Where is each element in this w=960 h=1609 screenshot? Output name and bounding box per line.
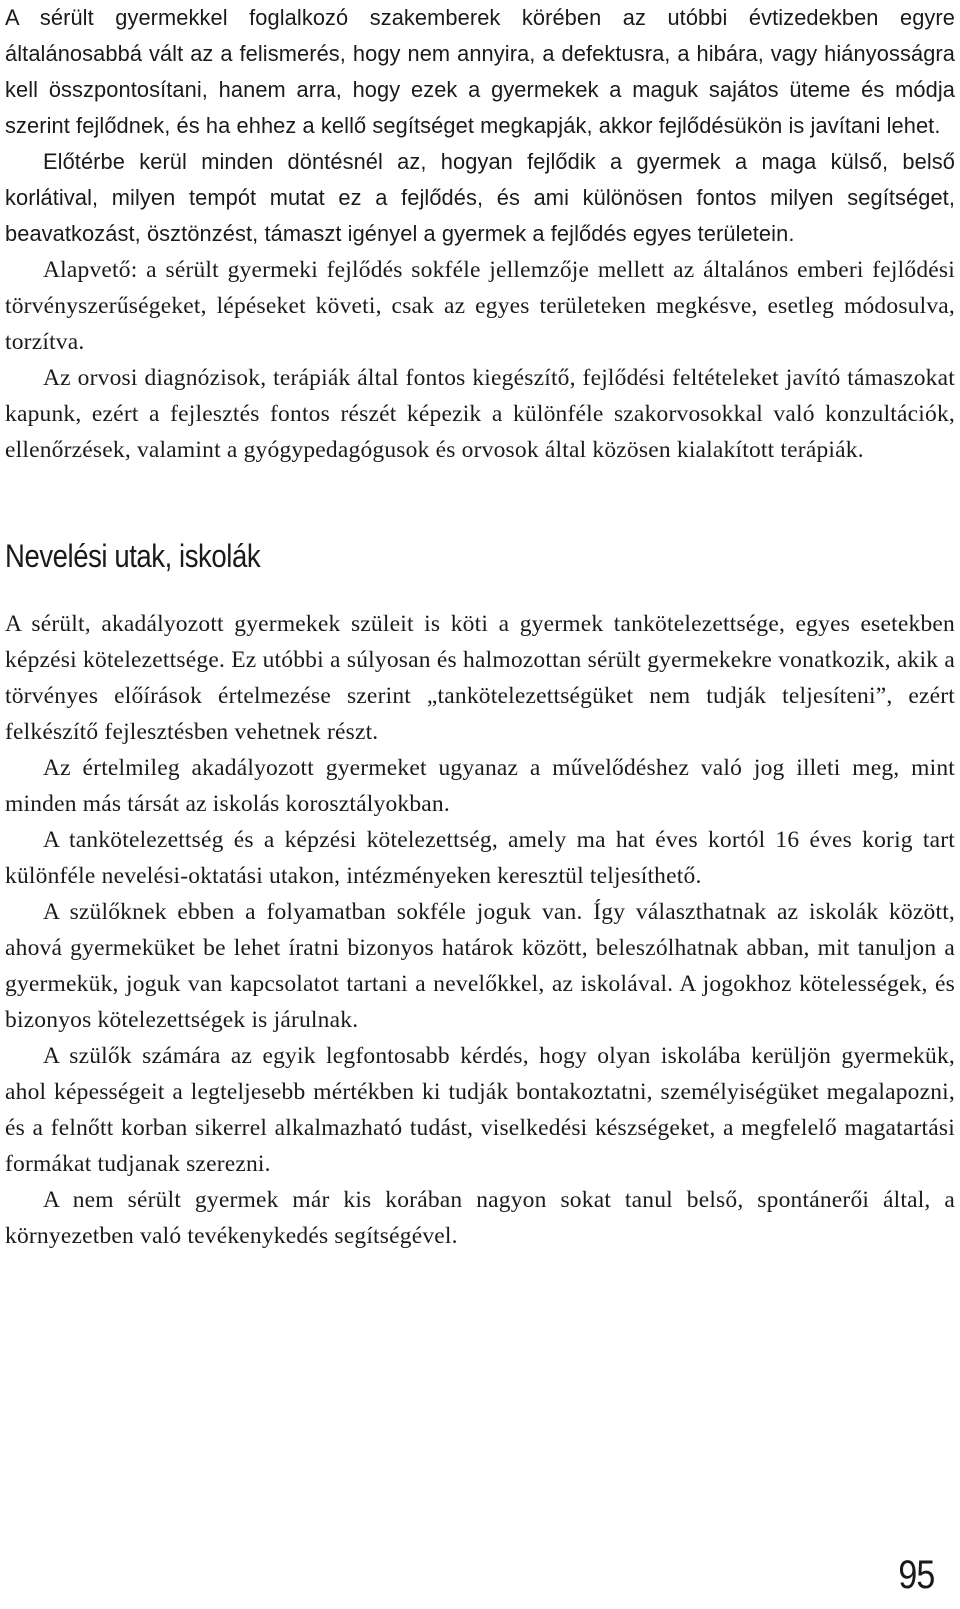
page-number: 95 bbox=[897, 1553, 934, 1597]
document-page bbox=[5, 0, 955, 1254]
section-nevelesi-utak bbox=[5, 534, 955, 1254]
intro-paragraph-1: A sérült gyermekkel foglalkozó szakemberek körében az utóbbi évtizedekben egyre általánosabbá vált az a felismerés, hogy nem annyira, a defektusra, a hibára, vagy hiányosságra kell összpontosítani, hanem arra, hogy ezek a gyermekek a maguk sajátos üteme és módja szerint fejlődnek, és ha ehhez a kellő segítséget megkapják, akkor fejlődésükön is javítani lehet. bbox=[5, 5, 955, 138]
section-paragraph-6: A nem sérült gyermek már kis korában nagyon sokat tanul belső, spontánerői által, a környezetben való tevékenykedés segítségével. bbox=[5, 1187, 955, 1249]
intro-paragraph-3: Alapvető: a sérült gyermeki fejlődés sokféle jellemzője mellett az általános emberi fejlődési törvényszerűségeket, lépéseket követi, csak az egyes területeken megkésve, esetleg módosulva, torzítva. bbox=[5, 257, 955, 355]
intro-paragraph-4: Az orvosi diagnózisok, terápiák által fontos kiegészítő, fejlődési feltételeket javító támaszokat kapunk, ezért a fejlesztés fontos részét képezik a különféle szakorvosokkal való konzultációk, ellenőrzések, valamint a gyógypedagógusok és orvosok által közösen kialakított terápiák. bbox=[5, 365, 955, 463]
section-paragraph-3: A tankötelezettség és a képzési kötelezettség, amely ma hat éves kortól 16 éves korig tart különféle nevelési-oktatási utakon, intézményeken keresztül teljesíthető. bbox=[5, 827, 955, 889]
intro-paragraph-2: Előtérbe kerül minden döntésnél az, hogyan fejlődik a gyermek a maga külső, belső korlátival, milyen tempót mutat ez a fejlődés, és ami különösen fontos milyen segítséget, beavatkozást, ösztönzést, támaszt igényel a gyermek a fejlődés egyes területein. bbox=[5, 149, 955, 246]
section-paragraph-5: A szülők számára az egyik legfontosabb kérdés, hogy olyan iskolába kerüljön gyermekük, ahol képességeit a legteljesebb mértékben ki tudják bontakoztatni, személyiségüket megalapozni, és a felnőtt korban sikerrel alkalmazható tudást, viselkedési készségeket, a megfelelő magatartási formákat tudjanak szerezni. bbox=[5, 1043, 955, 1177]
section-heading: Nevelési utak, iskolák bbox=[5, 538, 261, 574]
section-paragraph-2: Az értelmileg akadályozott gyermeket ugyanaz a művelődéshez való jog illeti meg, mint minden más társát az iskolás korosztályokban. bbox=[5, 755, 955, 817]
section-paragraph-1: A sérült, akadályozott gyermekek szüleit is köti a gyermek tankötelezettsége, egyes esetekben képzési kötelezettsége. Ez utóbbi a súlyosan és halmozottan sérült gyermekekre vonatkozik, akik a törvényes előírások értelmezése szerint „tankötelezettségüket nem tudják teljesíteni”, ezért felkészítő fejlesztésben vehetnek részt. bbox=[5, 611, 955, 745]
section-paragraph-4: A szülőknek ebben a folyamatban sokféle joguk van. Így választhatnak az iskolák között, ahová gyermeküket be lehet íratni bizonyos határok között, beleszólhatnak abban, mit tanuljon a gyermekük, joguk van kapcsolatot tartani a nevelőkkel, az iskolával. A jogokhoz kötelességek, és bizonyos kötelezettségek is járulnak. bbox=[5, 899, 955, 1033]
